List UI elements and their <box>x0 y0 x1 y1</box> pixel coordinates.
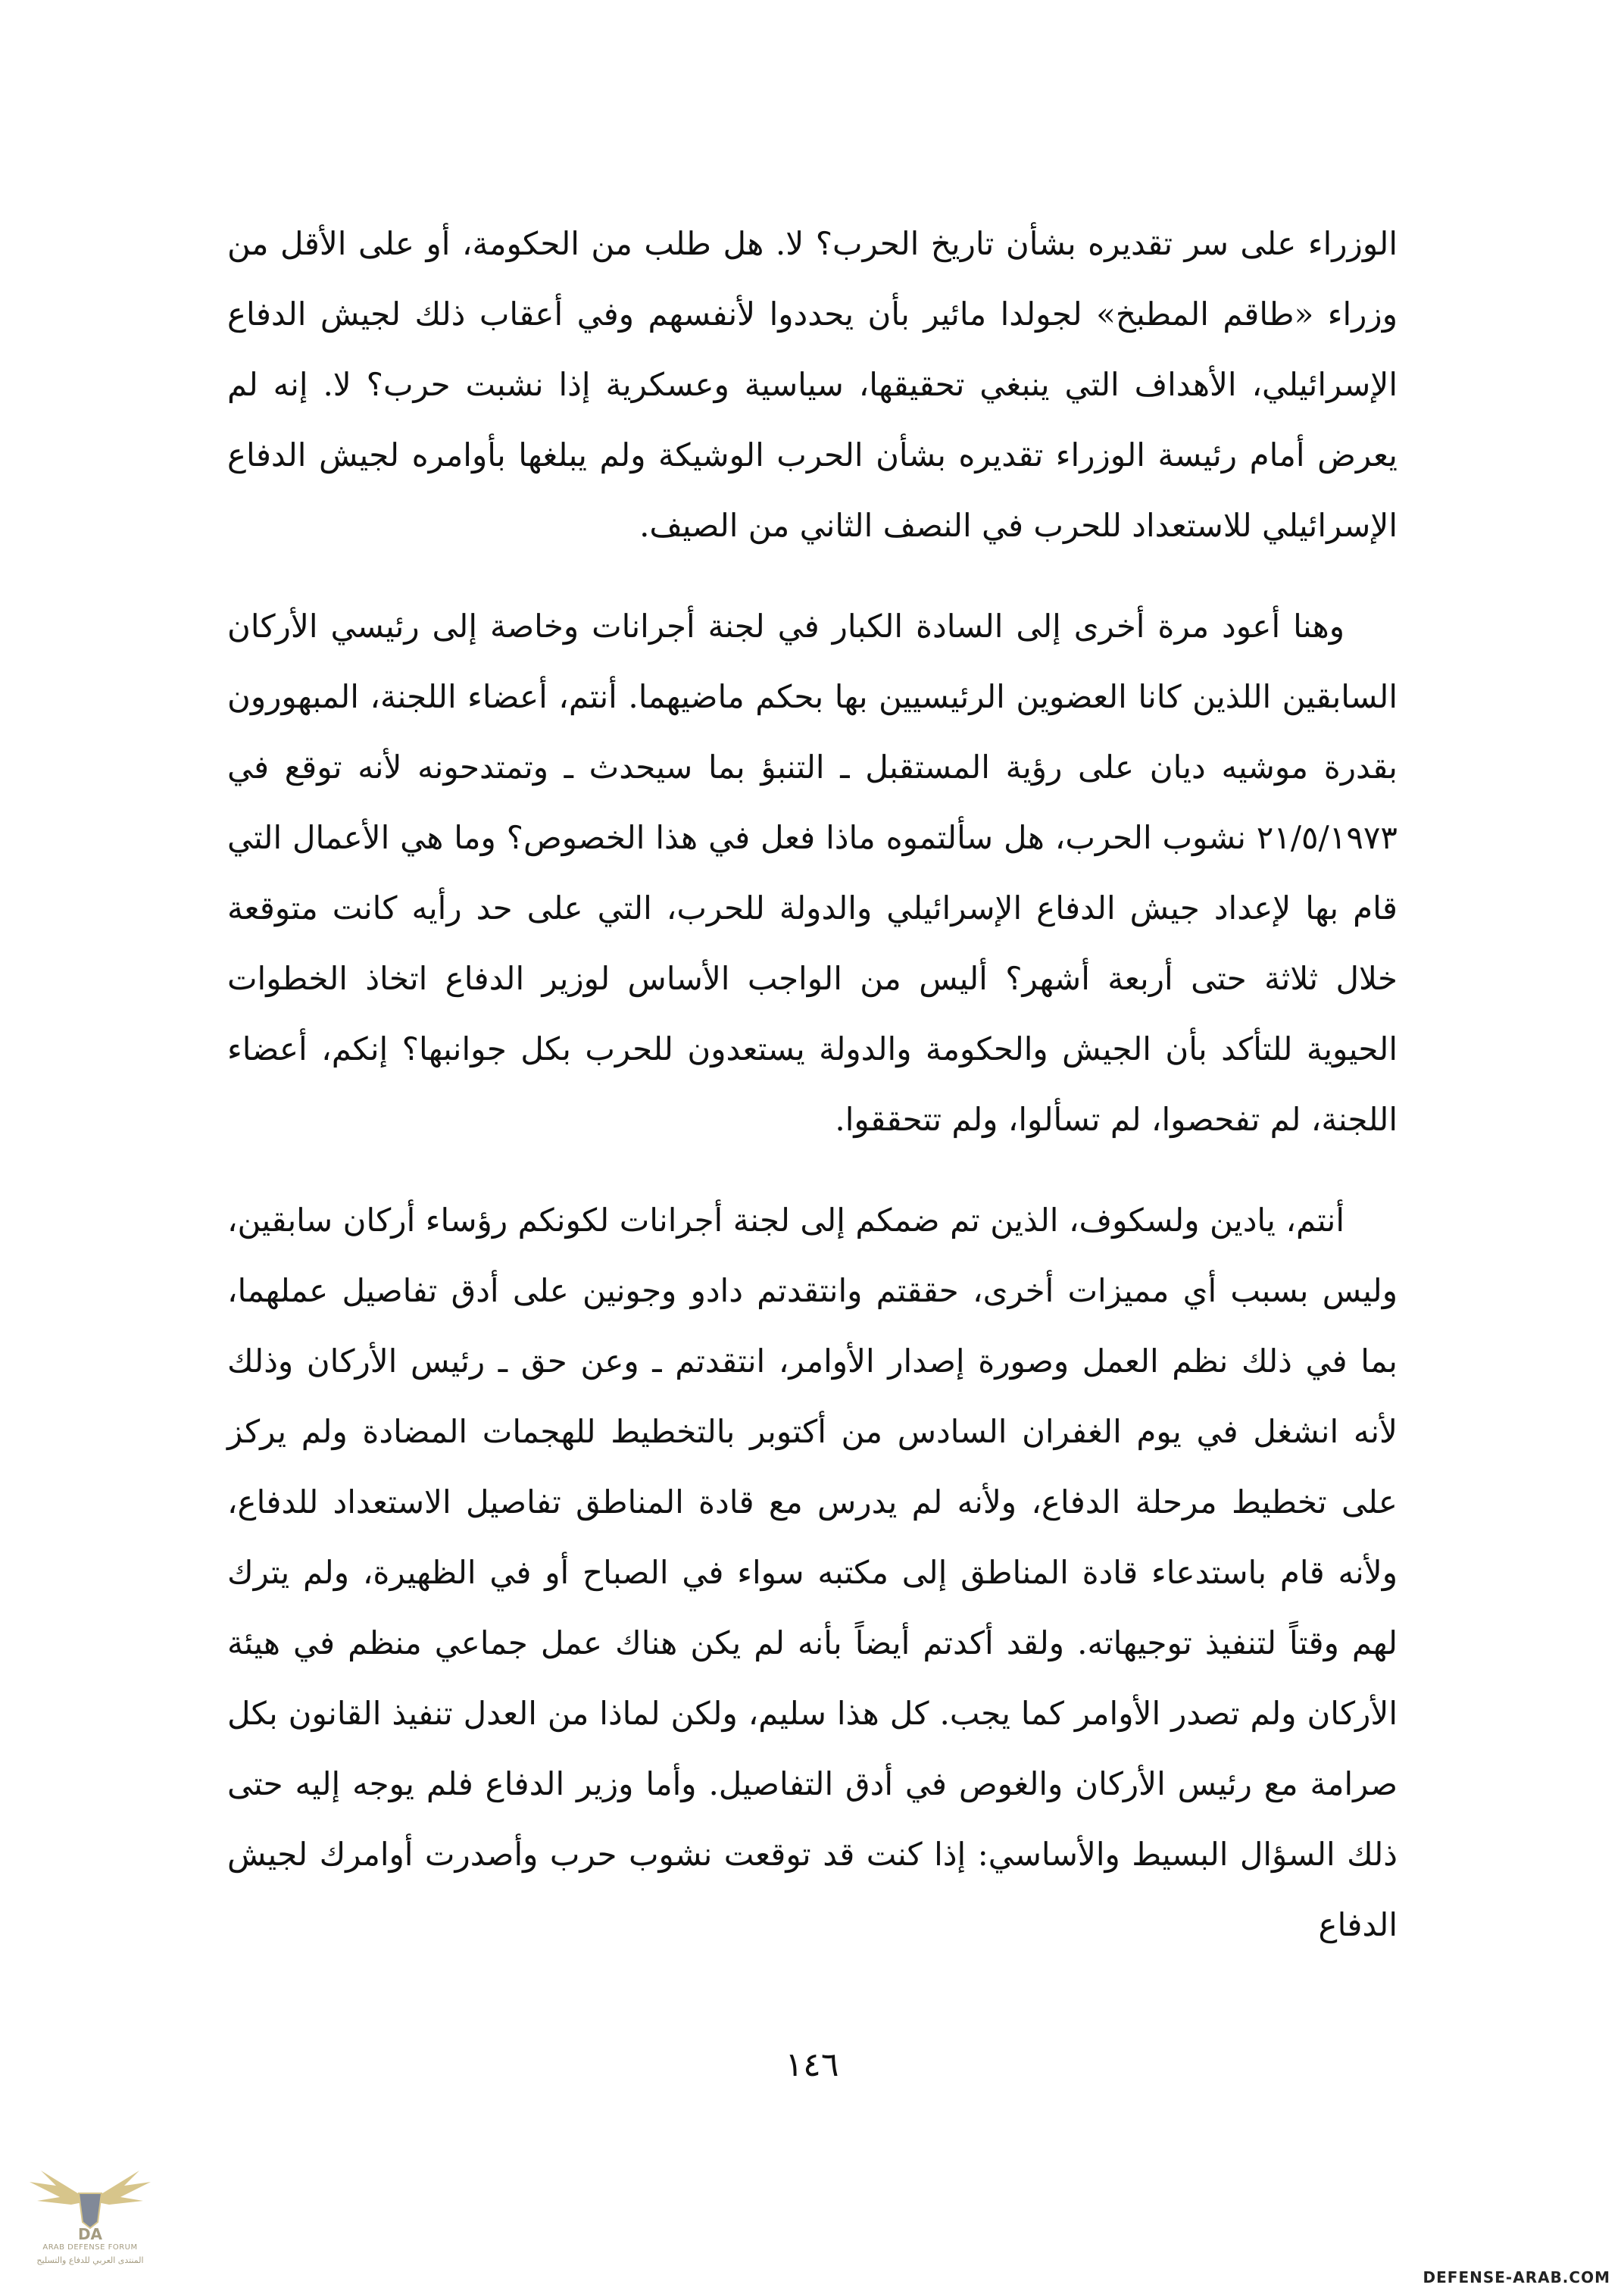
eagle-wings-icon <box>26 2155 155 2231</box>
logo-abbreviation: DA <box>77 2225 103 2243</box>
page-body <box>227 208 1398 2042</box>
paragraph-2: وهنا أعود مرة أخرى إلى السادة الكبار في لجنة أجرانات وخاصة إلى رئيسي الأركان السابقين اللذين كانا العضوين الرئيسيين بها بحكم ماضيهما. أنتم، أعضاء اللجنة، المبهورون بقدرة موشيه ديان على رؤية المستقبل ـ التنبؤ بما سيحدث ـ وتمتدحونه لأنه توقع في ٢١/٥/١٩٧٣ نشوب الحرب، هل سألتموه ماذا فعل في هذا الخصوص؟ وما هي الأعمال التي قام بها لإعداد جيش الدفاع الإسرائيلي والدولة للحرب، التي على حد رأيه كانت متوقعة خلال ثلاثة حتى أربعة أشهر؟ أليس من الواجب الأساس لوزير الدفاع اتخاذ الخطوات الحيوية للتأكد بأن الجيش والحكومة والدولة يستعدون للحرب بكل جوانبها؟ إنكم، أعضاء اللجنة، لم تفحصوا، لم تسألوا، ولم تتحققوا. <box>227 608 1398 1138</box>
page-number: ١٤٦ <box>785 2046 839 2084</box>
logo-english-name: ARAB DEFENSE FORUM <box>42 2243 138 2252</box>
paragraph-1: الوزراء على سر تقديره بشأن تاريخ الحرب؟ لا. هل طلب من الحكومة، أو على الأقل من وزراء «طاقم المطبخ» لجولدا مائير بأن يحددوا لأنفسهم وفي أعقاب ذلك لجيش الدفاع الإسرائيلي، الأهداف التي ينبغي تحقيقها، سياسية وعسكرية إذا نشبت حرب؟ لا. إنه لم يعرض أمام رئيسة الوزراء تقديره بشأن الحرب الوشيكة ولم يبلغها بأوامره لجيش الدفاع الإسرائيلي للاستعداد للحرب في النصف الثاني من الصيف. <box>227 225 1398 544</box>
forum-logo <box>26 2155 155 2284</box>
logo-arabic-name: المنتدى العربي للدفاع والتسليح <box>36 2255 144 2265</box>
watermark-url: DEFENSE-ARAB.COM <box>1423 2268 1610 2286</box>
paragraph-3: أنتم، يادين ولسكوف، الذين تم ضمكم إلى لجنة أجرانات لكونكم رؤساء أركان سابقين، وليس بسبب أي مميزات أخرى، حققتم وانتقدتم دادو وجونين على أدق تفاصيل عملهما، بما في ذلك نظم العمل وصورة إصدار الأوامر، انتقدتم ـ وعن حق ـ رئيس الأركان وذلك لأنه انشغل في يوم الغفران السادس من أكتوبر بالتخطيط للهجمات المضادة ولم يركز على تخطيط مرحلة الدفاع، ولأنه لم يدرس مع قادة المناطق تفاصيل الاستعداد للدفاع، ولأنه قام باستدعاء قادة المناطق إلى مكتبه سواء في الصباح أو في الظهيرة، ولم يترك لهم وقتاً لتنفيذ توجيهاته. ولقد أكدتم أيضاً بأنه لم يكن هناك عمل جماعي منظم في هيئة الأركان ولم تصدر الأوامر كما يجب. كل هذا سليم، ولكن لماذا من العدل تنفيذ القانون بكل صرامة مع رئيس الأركان والغوص في أدق التفاصيل. وأما وزير الدفاع فلم يوجه إليه حتى ذلك السؤال البسيط والأساسي: إذا كنت قد توقعت نشوب حرب وأصدرت أوامرك لجيش الدفاع <box>227 1202 1398 1943</box>
